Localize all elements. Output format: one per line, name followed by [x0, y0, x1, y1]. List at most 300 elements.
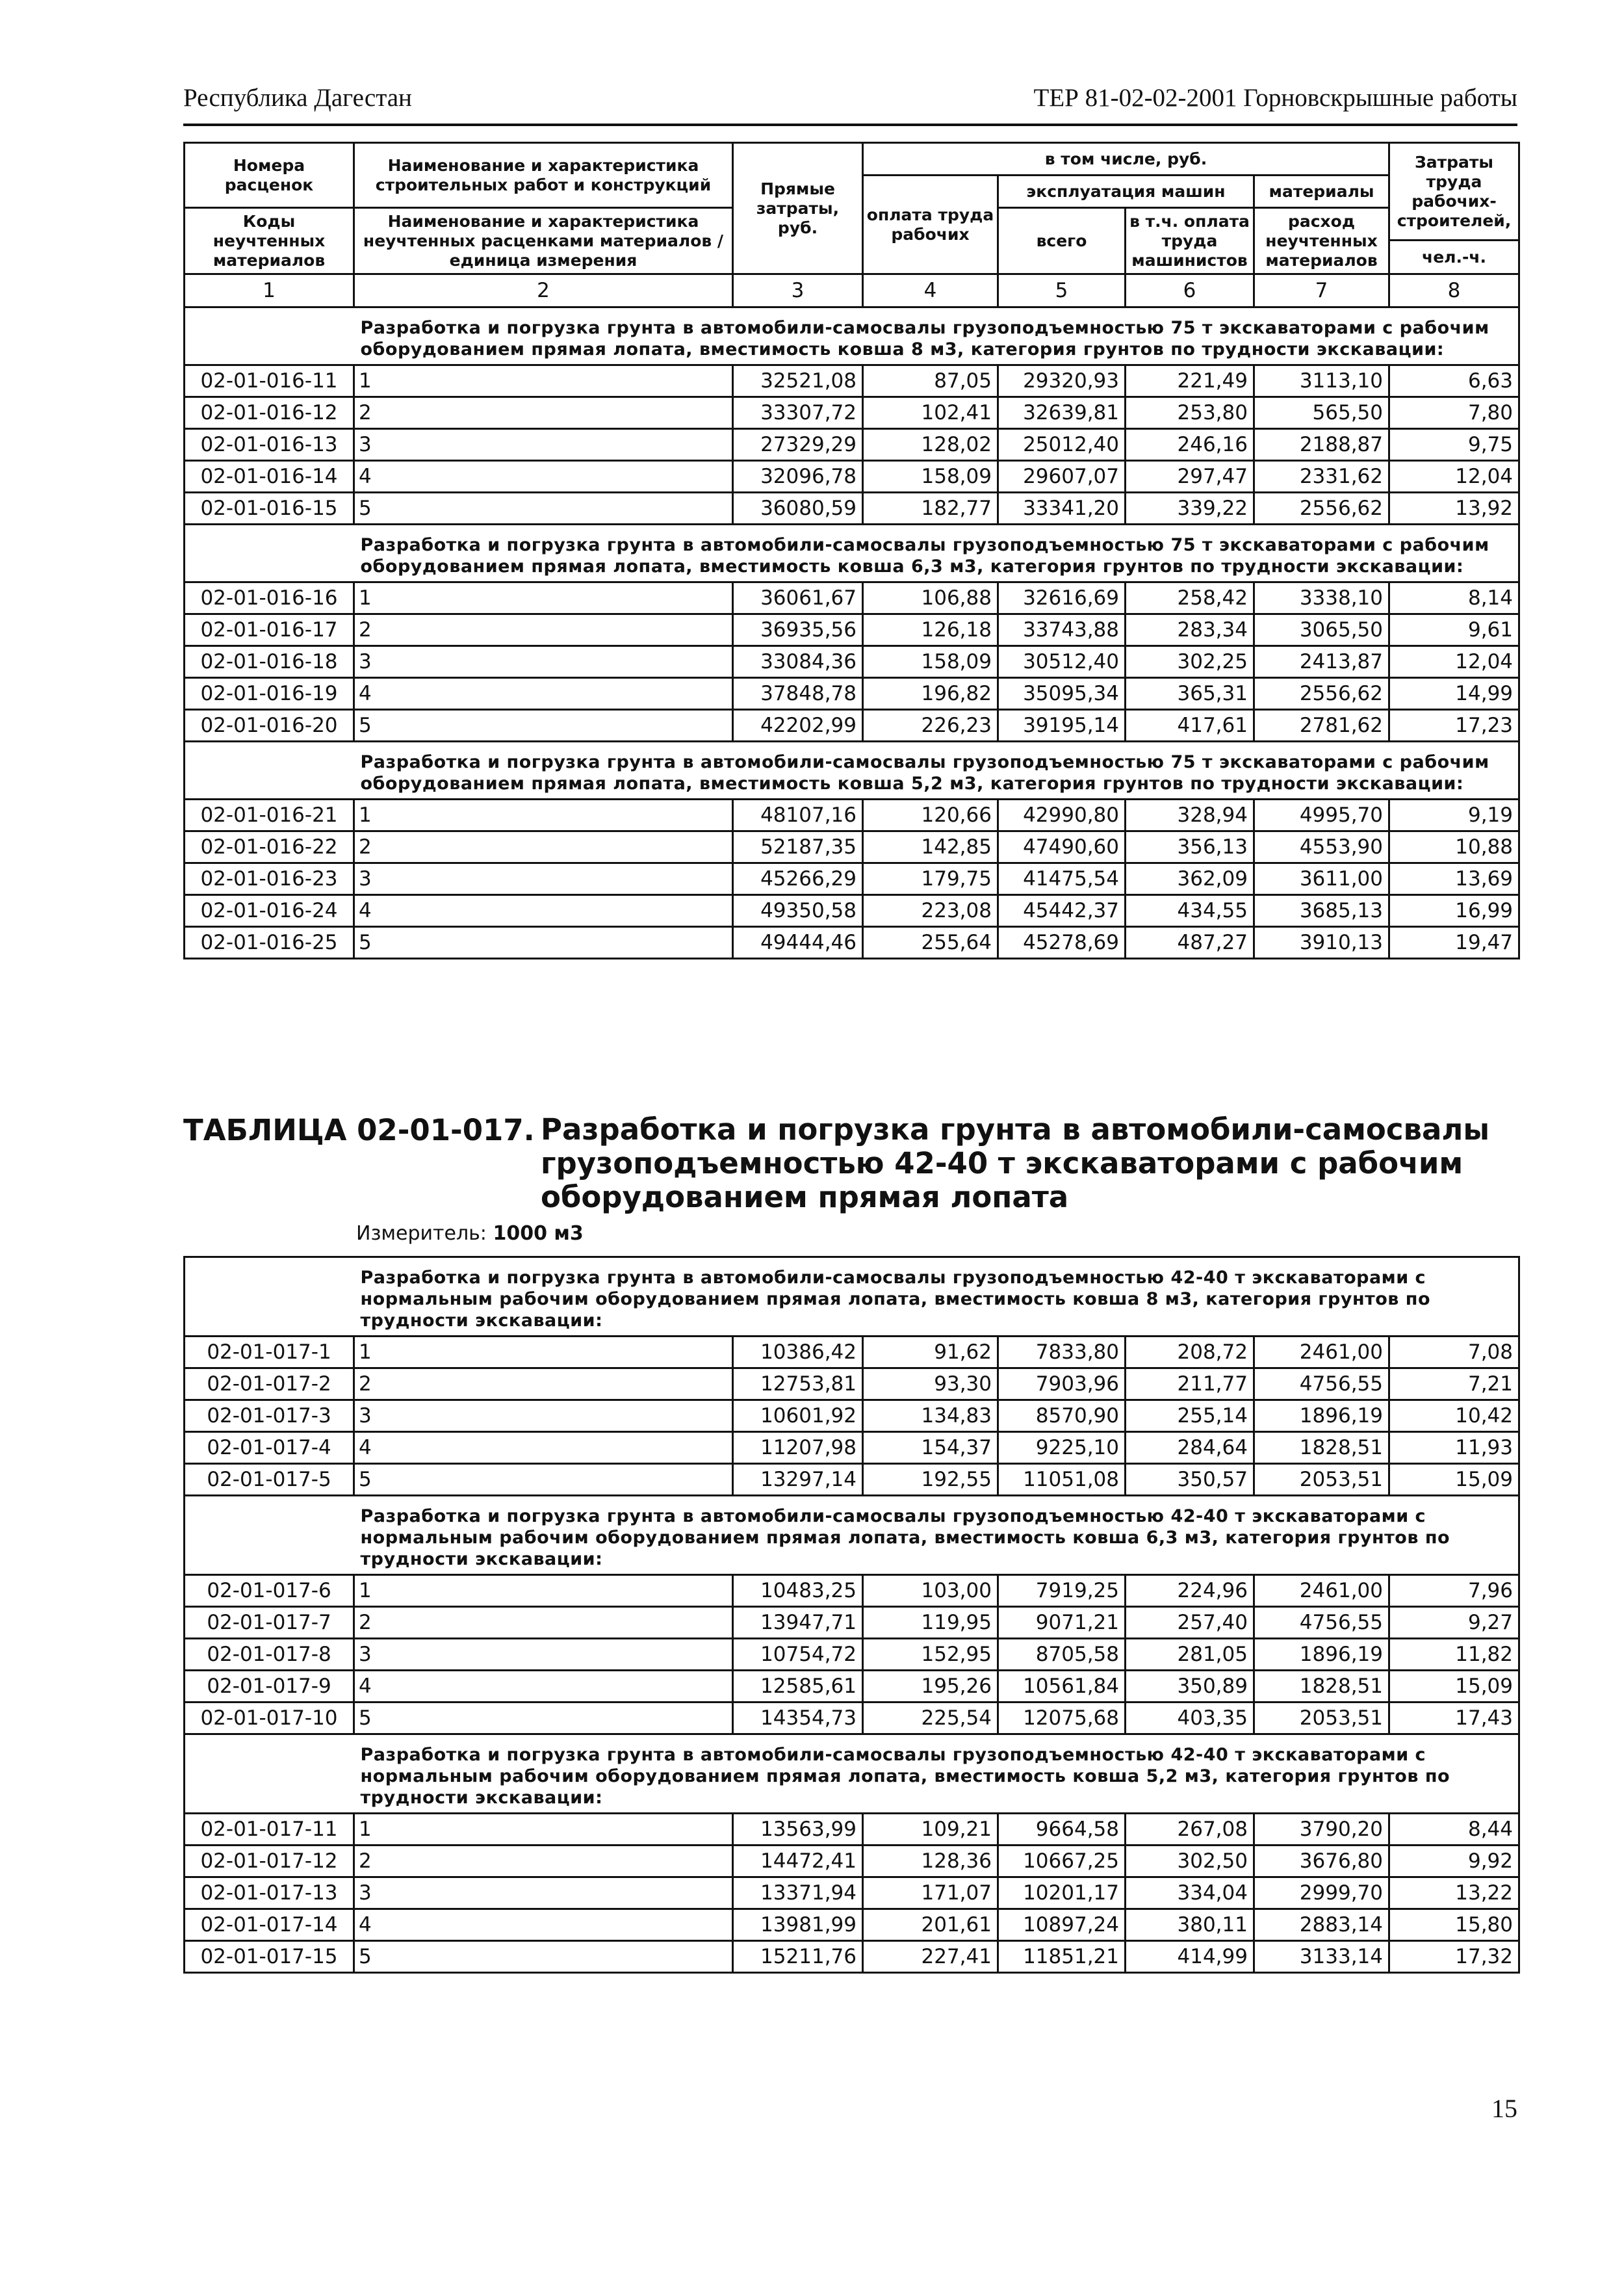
- col-number-2: 2: [354, 274, 733, 307]
- table2-label: ТАБЛИЦА 02-01-017.: [183, 1113, 535, 1147]
- cell-rate-code: 02-01-017-6: [185, 1575, 354, 1607]
- cell-machines-total: 11051,08: [998, 1464, 1126, 1496]
- cell-soil-category: 1: [354, 365, 733, 397]
- cell-materials: 2781,62: [1254, 710, 1389, 742]
- cell-direct-costs: 13297,14: [733, 1464, 863, 1496]
- cell-labor-pay: 103,00: [863, 1575, 998, 1607]
- cell-soil-category: 2: [354, 614, 733, 646]
- cell-soil-category: 4: [354, 895, 733, 927]
- cell-labor-pay: 225,54: [863, 1702, 998, 1734]
- unit-label: Измеритель:: [356, 1222, 487, 1245]
- cell-machines-total: 7903,96: [998, 1368, 1126, 1400]
- cell-labor-hours: 8,14: [1389, 582, 1519, 614]
- section-header-row: [185, 1734, 1519, 1814]
- cell-machines-total: 33341,20: [998, 493, 1126, 525]
- col-number-6: 6: [1126, 274, 1254, 307]
- table-row: [185, 1877, 1519, 1909]
- cell-labor-hours: 16,99: [1389, 895, 1519, 927]
- cell-machines-total: 32616,69: [998, 582, 1126, 614]
- cell-soil-category: 3: [354, 1400, 733, 1432]
- col2-header-bottom: Наименование и характеристика неучтенных расценками материалов / единица измерения: [354, 208, 733, 274]
- cell-materials: 3065,50: [1254, 614, 1389, 646]
- cell-machines-total: 45442,37: [998, 895, 1126, 927]
- cell-rate-code: 02-01-016-15: [185, 493, 354, 525]
- machines-header: эксплуатация машин: [998, 176, 1254, 208]
- cell-materials: 1828,51: [1254, 1671, 1389, 1702]
- cell-rate-code: 02-01-016-19: [185, 678, 354, 710]
- cell-machines-total: 32639,81: [998, 397, 1126, 429]
- table-row: [185, 1607, 1519, 1639]
- cell-machines-total: 33743,88: [998, 614, 1126, 646]
- table-row: [185, 1846, 1519, 1877]
- cell-labor-pay: 196,82: [863, 678, 998, 710]
- cell-labor-pay: 179,75: [863, 863, 998, 895]
- cell-machines-total: 9664,58: [998, 1814, 1126, 1846]
- col8-header-top: Затраты труда рабочих-строителей,: [1389, 143, 1519, 241]
- cell-labor-pay: 158,09: [863, 461, 998, 493]
- table-row: [185, 1400, 1519, 1432]
- cell-operators-pay: 434,55: [1126, 895, 1254, 927]
- cell-soil-category: 5: [354, 710, 733, 742]
- cell-operators-pay: 339,22: [1126, 493, 1254, 525]
- cell-labor-hours: 17,23: [1389, 710, 1519, 742]
- cell-rate-code: 02-01-016-25: [185, 927, 354, 959]
- cell-rate-code: 02-01-017-10: [185, 1702, 354, 1734]
- table-row: [185, 1702, 1519, 1734]
- cell-machines-total: 10667,25: [998, 1846, 1126, 1877]
- cell-operators-pay: 283,34: [1126, 614, 1254, 646]
- table-row: [185, 397, 1519, 429]
- cell-soil-category: 5: [354, 927, 733, 959]
- cell-materials: 2331,62: [1254, 461, 1389, 493]
- cell-machines-total: 25012,40: [998, 429, 1126, 461]
- cell-operators-pay: 350,89: [1126, 1671, 1254, 1702]
- cell-operators-pay: 334,04: [1126, 1877, 1254, 1909]
- cell-labor-hours: 12,04: [1389, 461, 1519, 493]
- cell-labor-hours: 9,92: [1389, 1846, 1519, 1877]
- cell-rate-code: 02-01-016-22: [185, 831, 354, 863]
- cell-labor-hours: 7,08: [1389, 1337, 1519, 1368]
- cell-materials: 4553,90: [1254, 831, 1389, 863]
- col1-header-bottom: Коды неучтенных материалов: [185, 208, 354, 274]
- cell-labor-pay: 154,37: [863, 1432, 998, 1464]
- cell-direct-costs: 36061,67: [733, 582, 863, 614]
- cell-labor-hours: 7,80: [1389, 397, 1519, 429]
- table-row: [185, 614, 1519, 646]
- cell-materials: 2461,00: [1254, 1337, 1389, 1368]
- cell-direct-costs: 45266,29: [733, 863, 863, 895]
- cell-soil-category: 2: [354, 1607, 733, 1639]
- cell-rate-code: 02-01-017-8: [185, 1639, 354, 1671]
- col3-header: Прямые затраты, руб.: [733, 143, 863, 274]
- cell-materials: 2556,62: [1254, 493, 1389, 525]
- cell-materials: 2188,87: [1254, 429, 1389, 461]
- col-number-8: 8: [1389, 274, 1519, 307]
- cell-soil-category: 1: [354, 800, 733, 831]
- cell-operators-pay: 281,05: [1126, 1639, 1254, 1671]
- cell-labor-hours: 9,61: [1389, 614, 1519, 646]
- cell-rate-code: 02-01-017-14: [185, 1909, 354, 1941]
- cell-operators-pay: 362,09: [1126, 863, 1254, 895]
- cell-direct-costs: 48107,16: [733, 800, 863, 831]
- table-row: [185, 582, 1519, 614]
- table2-unit: [356, 1222, 584, 1245]
- cell-machines-total: 12075,68: [998, 1702, 1126, 1734]
- cell-labor-pay: 93,30: [863, 1368, 998, 1400]
- cell-labor-hours: 7,96: [1389, 1575, 1519, 1607]
- cell-direct-costs: 13947,71: [733, 1607, 863, 1639]
- cell-materials: 3338,10: [1254, 582, 1389, 614]
- cell-direct-costs: 12585,61: [733, 1671, 863, 1702]
- cell-operators-pay: 487,27: [1126, 927, 1254, 959]
- cell-rate-code: 02-01-017-4: [185, 1432, 354, 1464]
- cell-direct-costs: 10754,72: [733, 1639, 863, 1671]
- cell-rate-code: 02-01-017-12: [185, 1846, 354, 1877]
- col7-header: расход неучтенных материалов: [1254, 208, 1389, 274]
- cell-soil-category: 3: [354, 1877, 733, 1909]
- cell-rate-code: 02-01-017-7: [185, 1607, 354, 1639]
- cell-labor-hours: 15,09: [1389, 1464, 1519, 1496]
- cell-labor-pay: 106,88: [863, 582, 998, 614]
- cell-soil-category: 2: [354, 1368, 733, 1400]
- cell-machines-total: 10201,17: [998, 1877, 1126, 1909]
- cell-labor-pay: 195,26: [863, 1671, 998, 1702]
- cell-direct-costs: 36080,59: [733, 493, 863, 525]
- cell-rate-code: 02-01-017-3: [185, 1400, 354, 1432]
- col5-header: всего: [998, 208, 1126, 274]
- table-row: [185, 710, 1519, 742]
- materials-header: материалы: [1254, 176, 1389, 208]
- cell-soil-category: 4: [354, 461, 733, 493]
- cell-soil-category: 1: [354, 1814, 733, 1846]
- cell-direct-costs: 33084,36: [733, 646, 863, 678]
- cell-rate-code: 02-01-017-15: [185, 1941, 354, 1973]
- cell-materials: 2556,62: [1254, 678, 1389, 710]
- cell-machines-total: 9225,10: [998, 1432, 1126, 1464]
- section-header-row: [185, 307, 1519, 365]
- cell-operators-pay: 403,35: [1126, 1702, 1254, 1734]
- cell-rate-code: 02-01-017-5: [185, 1464, 354, 1496]
- cell-operators-pay: 255,14: [1126, 1400, 1254, 1432]
- cell-machines-total: 7919,25: [998, 1575, 1126, 1607]
- cell-materials: 3113,10: [1254, 365, 1389, 397]
- cell-rate-code: 02-01-016-14: [185, 461, 354, 493]
- cell-labor-pay: 192,55: [863, 1464, 998, 1496]
- cell-soil-category: 4: [354, 678, 733, 710]
- col-number-5: 5: [998, 274, 1126, 307]
- cell-operators-pay: 257,40: [1126, 1607, 1254, 1639]
- cell-labor-hours: 15,80: [1389, 1909, 1519, 1941]
- cell-labor-pay: 119,95: [863, 1607, 998, 1639]
- cell-direct-costs: 10386,42: [733, 1337, 863, 1368]
- cell-soil-category: 4: [354, 1671, 733, 1702]
- table-row: [185, 1368, 1519, 1400]
- cell-soil-category: 5: [354, 493, 733, 525]
- cell-materials: 2053,51: [1254, 1464, 1389, 1496]
- section-title: Разработка и погрузка грунта в автомобили-самосвалы грузоподъемностью 42-40 т экскаваторами с нормальным рабочим оборудованием прямая лопата, вместимость ковша 5,2 м3, категория грунтов по трудности экскавации:: [354, 1734, 1519, 1814]
- cell-rate-code: 02-01-016-12: [185, 397, 354, 429]
- cell-labor-pay: 152,95: [863, 1639, 998, 1671]
- table-row: [185, 1814, 1519, 1846]
- cell-materials: 2413,87: [1254, 646, 1389, 678]
- table-row: [185, 927, 1519, 959]
- cell-rate-code: 02-01-016-17: [185, 614, 354, 646]
- cell-rate-code: 02-01-017-2: [185, 1368, 354, 1400]
- col4-header: оплата труда рабочих: [863, 176, 998, 274]
- cell-labor-hours: 10,88: [1389, 831, 1519, 863]
- section-header-row: [185, 742, 1519, 800]
- cell-labor-pay: 171,07: [863, 1877, 998, 1909]
- cell-labor-pay: 128,36: [863, 1846, 998, 1877]
- cell-operators-pay: 417,61: [1126, 710, 1254, 742]
- cell-machines-total: 39195,14: [998, 710, 1126, 742]
- cell-labor-pay: 226,23: [863, 710, 998, 742]
- col-number-7: 7: [1254, 274, 1389, 307]
- cell-soil-category: 3: [354, 863, 733, 895]
- cell-labor-hours: 6,63: [1389, 365, 1519, 397]
- cell-materials: 3676,80: [1254, 1846, 1389, 1877]
- cell-machines-total: 11851,21: [998, 1941, 1126, 1973]
- cell-rate-code: 02-01-017-9: [185, 1671, 354, 1702]
- cell-soil-category: 3: [354, 1639, 733, 1671]
- cell-direct-costs: 42202,99: [733, 710, 863, 742]
- cell-operators-pay: 302,25: [1126, 646, 1254, 678]
- section-header-spacer: [185, 1734, 354, 1814]
- cell-direct-costs: 32096,78: [733, 461, 863, 493]
- cell-direct-costs: 12753,81: [733, 1368, 863, 1400]
- unit-value: 1000 м3: [493, 1222, 584, 1245]
- cell-operators-pay: 328,94: [1126, 800, 1254, 831]
- cell-operators-pay: 302,50: [1126, 1846, 1254, 1877]
- section-header-spacer: [185, 1496, 354, 1575]
- cell-operators-pay: 284,64: [1126, 1432, 1254, 1464]
- cell-materials: 3685,13: [1254, 895, 1389, 927]
- cell-machines-total: 41475,54: [998, 863, 1126, 895]
- table-row: [185, 800, 1519, 831]
- table-row: [185, 831, 1519, 863]
- cell-labor-hours: 10,42: [1389, 1400, 1519, 1432]
- page-header-left: Республика Дагестан: [183, 84, 412, 112]
- cell-direct-costs: 49350,58: [733, 895, 863, 927]
- section-header-spacer: [185, 307, 354, 365]
- cell-materials: 2999,70: [1254, 1877, 1389, 1909]
- cell-direct-costs: 14472,41: [733, 1846, 863, 1877]
- cell-labor-pay: 91,62: [863, 1337, 998, 1368]
- cell-labor-hours: 8,44: [1389, 1814, 1519, 1846]
- cell-labor-hours: 19,47: [1389, 927, 1519, 959]
- cell-rate-code: 02-01-016-20: [185, 710, 354, 742]
- table-row: [185, 429, 1519, 461]
- cell-rate-code: 02-01-017-13: [185, 1877, 354, 1909]
- table-row: [185, 1464, 1519, 1496]
- cell-direct-costs: 32521,08: [733, 365, 863, 397]
- cell-operators-pay: 246,16: [1126, 429, 1254, 461]
- cell-operators-pay: 267,08: [1126, 1814, 1254, 1846]
- section-title: Разработка и погрузка грунта в автомобили-самосвалы грузоподъемностью 75 т экскаваторами с рабочим оборудованием прямая лопата, вместимость ковша 6,3 м3, категория грунтов по трудности экскавации:: [354, 525, 1519, 582]
- cell-operators-pay: 356,13: [1126, 831, 1254, 863]
- cell-materials: 2461,00: [1254, 1575, 1389, 1607]
- table-row: [185, 493, 1519, 525]
- cell-labor-hours: 13,22: [1389, 1877, 1519, 1909]
- cell-rate-code: 02-01-017-1: [185, 1337, 354, 1368]
- section-header-spacer: [185, 525, 354, 582]
- header-rule: [183, 124, 1517, 126]
- cell-rate-code: 02-01-016-13: [185, 429, 354, 461]
- cell-direct-costs: 11207,98: [733, 1432, 863, 1464]
- cell-labor-hours: 11,93: [1389, 1432, 1519, 1464]
- cell-labor-pay: 126,18: [863, 614, 998, 646]
- cell-direct-costs: 33307,72: [733, 397, 863, 429]
- cell-direct-costs: 13563,99: [733, 1814, 863, 1846]
- cell-machines-total: 35095,34: [998, 678, 1126, 710]
- table-row: [185, 1639, 1519, 1671]
- cell-soil-category: 2: [354, 1846, 733, 1877]
- table-row: [185, 461, 1519, 493]
- section-header-spacer: [185, 742, 354, 800]
- cell-rate-code: 02-01-016-18: [185, 646, 354, 678]
- cell-direct-costs: 49444,46: [733, 927, 863, 959]
- cell-machines-total: 10561,84: [998, 1671, 1126, 1702]
- cell-direct-costs: 15211,76: [733, 1941, 863, 1973]
- cell-machines-total: 9071,21: [998, 1607, 1126, 1639]
- cell-materials: 4995,70: [1254, 800, 1389, 831]
- cell-operators-pay: 365,31: [1126, 678, 1254, 710]
- cell-labor-hours: 9,75: [1389, 429, 1519, 461]
- cell-direct-costs: 27329,29: [733, 429, 863, 461]
- table-row: [185, 646, 1519, 678]
- section-title: Разработка и погрузка грунта в автомобили-самосвалы грузоподъемностью 75 т экскаваторами с рабочим оборудованием прямая лопата, вместимость ковша 8 м3, категория грунтов по трудности экскавации:: [354, 307, 1519, 365]
- section-header-row: [185, 525, 1519, 582]
- cell-labor-pay: 201,61: [863, 1909, 998, 1941]
- section-title: Разработка и погрузка грунта в автомобили-самосвалы грузоподъемностью 75 т экскаваторами с рабочим оборудованием прямая лопата, вместимость ковша 5,2 м3, категория грунтов по трудности экскавации:: [354, 742, 1519, 800]
- cell-operators-pay: 208,72: [1126, 1337, 1254, 1368]
- cell-soil-category: 4: [354, 1432, 733, 1464]
- table-row: [185, 1941, 1519, 1973]
- cell-labor-pay: 223,08: [863, 895, 998, 927]
- cell-labor-hours: 13,69: [1389, 863, 1519, 895]
- section-title: Разработка и погрузка грунта в автомобили-самосвалы грузоподъемностью 42-40 т экскаваторами с нормальным рабочим оборудованием прямая лопата, вместимость ковша 6,3 м3, категория грунтов по трудности экскавации:: [354, 1496, 1519, 1575]
- table-row: [185, 1671, 1519, 1702]
- cell-labor-pay: 102,41: [863, 397, 998, 429]
- cell-operators-pay: 297,47: [1126, 461, 1254, 493]
- cell-labor-hours: 13,92: [1389, 493, 1519, 525]
- cell-direct-costs: 14354,73: [733, 1702, 863, 1734]
- cell-direct-costs: 10601,92: [733, 1400, 863, 1432]
- cell-soil-category: 5: [354, 1702, 733, 1734]
- cell-soil-category: 5: [354, 1464, 733, 1496]
- cell-materials: 3790,20: [1254, 1814, 1389, 1846]
- cell-labor-pay: 158,09: [863, 646, 998, 678]
- cell-machines-total: 29320,93: [998, 365, 1126, 397]
- cell-soil-category: 1: [354, 1337, 733, 1368]
- table-row: [185, 1909, 1519, 1941]
- cell-soil-category: 5: [354, 1941, 733, 1973]
- cell-direct-costs: 10483,25: [733, 1575, 863, 1607]
- table-row: [185, 1432, 1519, 1464]
- cell-labor-hours: 9,27: [1389, 1607, 1519, 1639]
- table-row: [185, 678, 1519, 710]
- section-header-row: [185, 1496, 1519, 1575]
- cell-machines-total: 30512,40: [998, 646, 1126, 678]
- cell-soil-category: 1: [354, 582, 733, 614]
- col-number-4: 4: [863, 274, 998, 307]
- cell-labor-pay: 109,21: [863, 1814, 998, 1846]
- cell-soil-category: 3: [354, 646, 733, 678]
- cell-operators-pay: 221,49: [1126, 365, 1254, 397]
- cell-direct-costs: 37848,78: [733, 678, 863, 710]
- cell-labor-pay: 182,77: [863, 493, 998, 525]
- cell-machines-total: 42990,80: [998, 800, 1126, 831]
- cell-materials: 4756,55: [1254, 1607, 1389, 1639]
- cell-direct-costs: 13371,94: [733, 1877, 863, 1909]
- table-row: [185, 1337, 1519, 1368]
- cell-soil-category: 4: [354, 1909, 733, 1941]
- cell-direct-costs: 52187,35: [733, 831, 863, 863]
- cell-materials: 3910,13: [1254, 927, 1389, 959]
- cell-materials: 1896,19: [1254, 1400, 1389, 1432]
- cell-soil-category: 1: [354, 1575, 733, 1607]
- table-row: [185, 1575, 1519, 1607]
- cell-rate-code: 02-01-016-21: [185, 800, 354, 831]
- cell-machines-total: 8705,58: [998, 1639, 1126, 1671]
- cell-materials: 3611,00: [1254, 863, 1389, 895]
- cell-labor-hours: 11,82: [1389, 1639, 1519, 1671]
- cell-operators-pay: 258,42: [1126, 582, 1254, 614]
- cell-operators-pay: 211,77: [1126, 1368, 1254, 1400]
- cell-operators-pay: 350,57: [1126, 1464, 1254, 1496]
- cell-labor-hours: 7,21: [1389, 1368, 1519, 1400]
- col2-header-top: Наименование и характеристика строительных работ и конструкций: [354, 143, 733, 208]
- cell-operators-pay: 414,99: [1126, 1941, 1254, 1973]
- cell-machines-total: 8570,90: [998, 1400, 1126, 1432]
- page-number: 15: [1491, 2094, 1517, 2123]
- cell-operators-pay: 253,80: [1126, 397, 1254, 429]
- cell-labor-pay: 227,41: [863, 1941, 998, 1973]
- rates-table-017: [183, 1256, 1520, 1974]
- cell-materials: 1828,51: [1254, 1432, 1389, 1464]
- cell-direct-costs: 13981,99: [733, 1909, 863, 1941]
- cell-labor-pay: 120,66: [863, 800, 998, 831]
- cell-materials: 3133,14: [1254, 1941, 1389, 1973]
- cell-rate-code: 02-01-016-16: [185, 582, 354, 614]
- cell-labor-hours: 15,09: [1389, 1671, 1519, 1702]
- col8-header-bottom: чел.-ч.: [1389, 241, 1519, 274]
- section-header-row: [185, 1257, 1519, 1337]
- cell-labor-hours: 9,19: [1389, 800, 1519, 831]
- cell-materials: 2883,14: [1254, 1909, 1389, 1941]
- cell-rate-code: 02-01-017-11: [185, 1814, 354, 1846]
- cell-operators-pay: 224,96: [1126, 1575, 1254, 1607]
- cell-rate-code: 02-01-016-23: [185, 863, 354, 895]
- cell-rate-code: 02-01-016-11: [185, 365, 354, 397]
- cell-operators-pay: 380,11: [1126, 1909, 1254, 1941]
- table-row: [185, 863, 1519, 895]
- cell-materials: 565,50: [1254, 397, 1389, 429]
- cell-soil-category: 2: [354, 397, 733, 429]
- cell-soil-category: 2: [354, 831, 733, 863]
- cell-materials: 1896,19: [1254, 1639, 1389, 1671]
- cell-materials: 4756,55: [1254, 1368, 1389, 1400]
- page-header-right: ТЕР 81-02-02-2001 Горновскрышные работы: [1033, 84, 1517, 112]
- cell-materials: 2053,51: [1254, 1702, 1389, 1734]
- cell-labor-hours: 17,43: [1389, 1702, 1519, 1734]
- cell-machines-total: 29607,07: [998, 461, 1126, 493]
- cell-labor-hours: 17,32: [1389, 1941, 1519, 1973]
- cell-labor-pay: 134,83: [863, 1400, 998, 1432]
- col6-header: в т.ч. оплата труда машинистов: [1126, 208, 1254, 274]
- cell-direct-costs: 36935,56: [733, 614, 863, 646]
- rates-table-016: [183, 142, 1520, 959]
